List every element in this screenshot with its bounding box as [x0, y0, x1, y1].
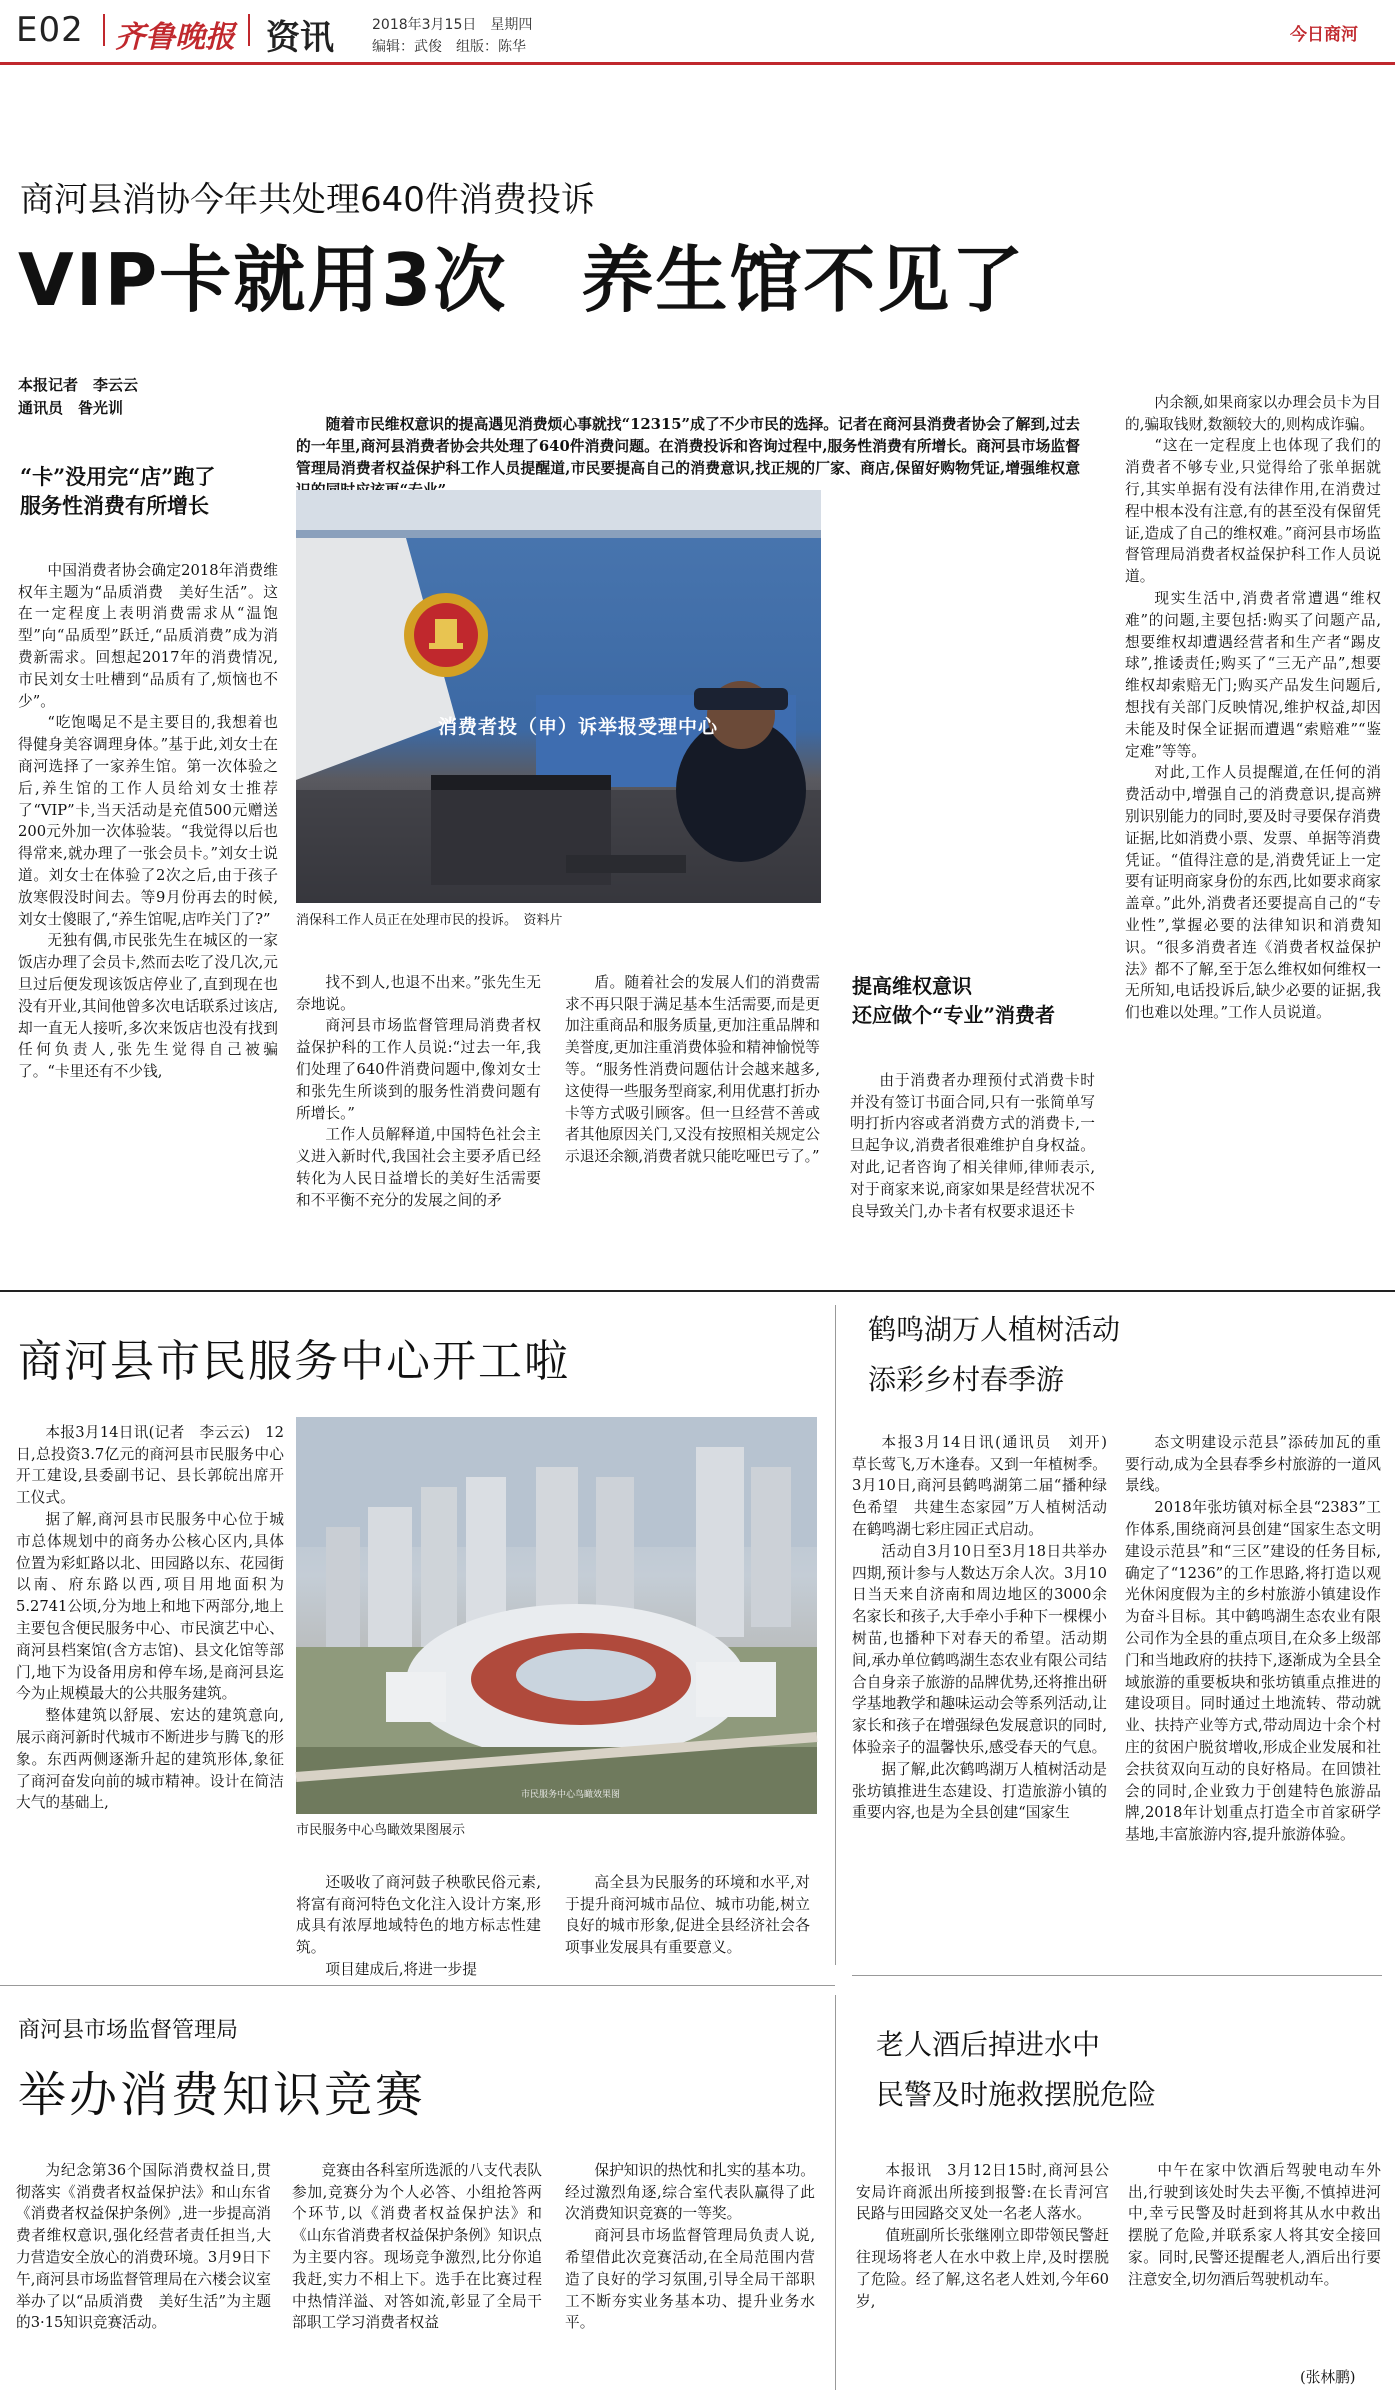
- lead-column-5: [1125, 370, 1381, 1270]
- lead-byline-reporter: 本报记者 李云云: [18, 376, 139, 394]
- contest-column-3: [565, 2138, 815, 2388]
- paragraph: 商河县市场监督管理局负责人说,希望借此次竞赛活动,在全局范围内营造了良好的学习氛围,引导全局干部职工不断夯实业务基本功、提升业务水平。: [565, 2227, 815, 2332]
- center-column-3: 高全县为民服务的环境和水平,对于提升商河城市品位、城市功能,树立良好的城市形象,促进全县经济社会各项事业发展具有重要意义。: [565, 1873, 810, 1957]
- lead-column-3: 盾。随着社会的发展人们的消费需求不再只限于满足基本生活需要,而是更加注重商品和服务质量,更加注重品牌和美誉度,更加注重消费体验和精神愉悦等等。“服务性消费问题估计会越来越多,这使得一些服务型商家,利用优惠打折办卡等方式吸引顾客。但一旦经营不善或者其他原因关门,又没有按照相关规定公示退还余额,消费者就只能吃哑巴亏了。”: [565, 973, 820, 1166]
- contest-kicker: 商河县市场监督管理局: [18, 2018, 239, 2043]
- elder-column-1: [856, 2138, 1109, 2388]
- lead-kicker: 商河县消协今年共处理640件消费投诉: [20, 180, 595, 220]
- paragraph: 本报3月14日讯(记者 李云云) 12日,总投资3.7亿元的商河县市民服务中心开工建设,县委副书记、县长郭皖出席开工仪式。: [16, 1423, 284, 1507]
- lead-photo-caption: 消保科工作人员正在处理市民的投诉。 资料片: [296, 913, 563, 928]
- column-divider-trees: [835, 1305, 836, 1965]
- lead-photo: [296, 490, 821, 903]
- lead-subhead-1: “卡”没用完“店”跑了 服务性消费有所增长: [20, 464, 216, 518]
- center-photo-caption: 市民服务中心鸟瞰效果图展示: [296, 1823, 466, 1838]
- center-headline: 商河县市民服务中心开工啦: [18, 1336, 570, 1387]
- paragraph: 无独有偶,市民张先生在城区的一家饭店办理了会员卡,然而去吃了没几次,元旦过后便发现该饭店停业了,直到现在也没有开业,其间他曾多次电话联系过该店,却一直无人接听,多次来饭店也没有找到任何负责人,张先生觉得自己被骗了。“卡里还有不少钱,: [18, 932, 278, 1081]
- trees-headline: 鹤鸣湖万人植树活动 添彩乡村春季游: [868, 1313, 1121, 1396]
- paragraph: 据了解,商河县市民服务中心位于城市总体规划中的商务办公核心区内,具体位置为彩虹路以北、田园路以东、花园街以南、府东路以西,项目用地面积为5.2741公顷,分为地上和地下两部分,地上主要包含便民服务中心、市民演艺中心、商河县档案馆(含方志馆)、县文化馆等部门,地下为设备用房和停车场,是商河县迄今为止规模最大的公共服务建筑。: [16, 1510, 284, 1703]
- center-photo-label: 市民服务中心鸟瞰效果图: [521, 1790, 621, 1800]
- paragraph: 项目建成后,将进一步提: [325, 1960, 477, 1978]
- paragraph: 中国消费者协会确定2018年消费维权年主题为“品质消费 美好生活”。这在一定程度上表明消费需求从“温饱型”向“品质型”跃迁,“品质消费”成为消费新需求。回想起2017年的消费情况,市民刘女士吐槽到“品质有了,烦恼也不少”。: [18, 561, 278, 710]
- trees-column-2: [1125, 1410, 1381, 1970]
- paragraph: 对此,工作人员提醒道,在任何的消费活动中,增强自己的消费意识,提高辨别识别能力的同时,要及时寻要保存消费证据,比如消费小票、发票、单据等消费凭证。“值得注意的是,消费凭证上一定要有证明商家身份的东西,比如要求商家盖章。”此外,消费者还要提高自己的“专业性”,掌握必要的法律知识和消费知识。“很多消费者连《消费者权益保护法》都不了解,至于怎么维权如何维权一无所知,电话投诉后,缺少必要的证据,我们也难以处理。”工作人员说道。: [1125, 764, 1381, 1022]
- staff-credit: 编辑：武俊 组版：陈华: [372, 39, 526, 55]
- paragraph: 2018年张坊镇对标全县“2383”工作体系,围绕商河县创建“国家生态文明建设示范县”和“三区”建设的任务目标,确定了“1236”的工作思路,将打造以观光休闲度假为主的乡村旅游小镇建设作为奋斗目标。其中鹤鸣湖生态农业有限公司作为全县的重点项目,在众多上级部门和当地政府的扶持下,逐渐成为全县全域旅游的重要板块和张坊镇重点推进的建设项目。同时通过土地流转、带动就业、扶持产业等方式,带动周边十余个村庄的贫困户脱贫增收,形成企业发展和社会扶贫双向互动的良好格局。在回馈社会的同时,企业致力于创建特色旅游品牌,2018年计划重点打造全市首家研学基地,丰富旅游内容,提升旅游体验。: [1125, 1499, 1381, 1844]
- contest-column-1: 为纪念第36个国际消费权益日,贯彻落实《消费者权益保护法》和山东省《消费者权益保护条例》,进一步提高消费者维权意识,强化经营者责任担当,大力营造安全放心的消费环境。3月9日下午,商河县市场监督管理局在六楼会议室举办了以“品质消费 美好生活”为主题的3·15知识竞赛活动。: [16, 2161, 271, 2332]
- center-column-1: [16, 1400, 284, 1970]
- masthead: [0, 0, 1395, 62]
- paragraph: 现实生活中,消费者常遭遇“维权难”的问题,主要包括:购买了问题产品,想要维权却遭遇经营者和生产者“踢皮球”,推诿责任;购买了“三无产品”,想要维权却索赔无门;购买产品发生问题后,想找有关部门反映情况,维护权益,却因未能及时保全证据而遭遇“索赔难”“鉴定难”等等。: [1125, 589, 1381, 760]
- paragraph: 据了解,此次鹤鸣湖万人植树活动是张坊镇推进生态建设、打造旅游小镇的重要内容,也是为全县创建“国家生: [852, 1760, 1107, 1822]
- lead-column-4: 由于消费者办理预付式消费卡时并没有签订书面合同,只有一张简单写明打折内容或者消费方式的消费卡,一旦起争议,消费者很难维护自身权益。对此,记者咨询了相关律师,律师表示,对于商家来说,商家如果是经营状况不良导致关门,办卡者有权要求退还卡: [850, 1071, 1095, 1220]
- issue-date: 2018年3月15日 星期四: [372, 17, 533, 33]
- center-photo: [296, 1417, 817, 1814]
- paragraph: “吃饱喝足不是主要目的,我想着也得健身美容调理身体。”基于此,刘女士在商河选择了一家养生馆。第一次体验之后,养生馆的工作人员给刘女士推荐了“VIP”卡,当天活动是充值500元赠送200元外加一次体验装。“我觉得以后也得常来,就办理了一张会员卡。”刘女士说道。刘女士在体验了2次之后,由于孩子放寒假没时间去。等9月份再去的时候,刘女士傻眼了,“养生馆呢,店咋关门了?”: [18, 714, 278, 928]
- paragraph: 整体建筑以舒展、宏达的建筑意向,展示商河新时代城市不断进步与腾飞的形象。东西两侧逐渐升起的建筑形体,象征了商河奋发向前的城市精神。设计在简洁大气的基础上,: [16, 1707, 284, 1812]
- section-name: 资讯: [266, 18, 334, 58]
- paragraph: 工作人员解释道,中国特色社会主义进入新时代,我国社会主要矛盾已经转化为人民日益增长的美好生活需要和不平衡不充分的发展之间的矛: [296, 1126, 541, 1209]
- complaint-center-sign: 消费者投（申）诉举报受理中心: [438, 716, 719, 738]
- lead-headline: VIP卡就用3次 养生馆不见了: [18, 238, 1026, 322]
- section-divider-1: [0, 1290, 1395, 1292]
- paragraph: 保护知识的热忱和扎实的基本功。经过激烈角逐,综合室代表队赢得了此次消费知识竞赛的一等奖。: [565, 2161, 815, 2223]
- contest-headline: 举办消费知识竞赛: [18, 2067, 427, 2123]
- paragraph: 内余额,如果商家以办理会员卡为目的,骗取钱财,数额较大的,则构成诈骗。: [1125, 393, 1381, 433]
- section-divider-2: [0, 1985, 835, 1986]
- elder-column-2: 中午在家中饮酒后驾驶电动车外出,行驶到该处时失去平衡,不慎掉进河中,幸亏民警及时赶到将其从水中救出摆脱了危险,并联系家人将其安全接回家。同时,民警还提醒老人,酒后出行要注意安全,切勿酒后驾驶机动车。: [1128, 2161, 1381, 2288]
- lead-subhead-2: 提高维权意识 还应做个“专业”消费者: [852, 974, 1056, 1027]
- corner-label: 今日商河: [1290, 25, 1358, 45]
- paragraph: 还吸收了商河鼓子秧歌民俗元素,将富有商河特色文化注入设计方案,形成具有浓厚地域特色的地方标志性建筑。: [296, 1873, 541, 1957]
- paragraph: 本报3月14日讯(通讯员 刘开) 草长莺飞,万木逢春。又到一年植树季。3月10日,商河县鹤鸣湖第二届“播种绿色希望 共建生态家园”万人植树活动在鹤鸣湖七彩庄园正式启动。: [852, 1433, 1122, 1538]
- lead-intro: 随着市民维权意识的提高遇见消费烦心事就找“12315”成了不少市民的选择。记者在商河县消费者协会了解到,过去的一年里,商河县消费者协会共处理了640件消费问题。在消费投诉和咨询过程中,服务性消费有所增长。商河县市场监督管理局消费者权益保护科工作人员提醒道,市民要提高自己的消费意识,找正规的厂家、商店,保留好购物凭证,增强维权意: [296, 416, 1080, 477]
- paragraph: 态文明建设示范县”添砖加瓦的重要行动,成为全县春季乡村旅游的一道风景线。: [1125, 1433, 1381, 1495]
- paper-name: 齐鲁晚报: [115, 20, 235, 55]
- center-column-2: [296, 1850, 541, 1980]
- masthead-rule: [0, 62, 1395, 65]
- paragraph: 活动自3月10日至3月18日共举办四期,预计参与人数达万余人次。3月10日当天来自济南和周边地区的3000余名家长和孩子,大手牵小手种下一棵棵小树苗,也播种下对春天的希望。活动期间,承办单位鹤鸣湖生态农业有限公司结合自身亲子旅游的品牌优势,还将推出研学基地教学和趣味运动会等系列活动,让家长和孩子在增强绿色发展意识的同时,体验亲子的温馨快乐,感受春天的气息。: [852, 1542, 1107, 1756]
- lead-byline-correspondent: 通讯员 昝光训: [18, 399, 124, 417]
- paragraph: 找不到人,也退不出来。”张先生无奈地说。: [296, 973, 541, 1013]
- column-divider-elder: [835, 1995, 836, 2390]
- paragraph: 本报讯 3月12日15时,商河县公安局许商派出所接到报警:在长青河宫民路与田园路交叉处一名老人落水。: [856, 2161, 1109, 2223]
- paragraph: 商河县市场监督管理局消费者权益保护科的工作人员说:“过去一年,我们处理了640件消费问题中,像刘女士和张先生所谈到的服务性消费问题有所增长。”: [296, 1017, 541, 1122]
- paragraph: 值班副所长张继刚立即带领民警赶往现场将老人在水中救上岸,及时摆脱了危险。经了解,这名老人姓刘,今年60岁,: [856, 2227, 1109, 2310]
- section-divider-3: [852, 1975, 1382, 1976]
- paragraph: “这在一定程度上也体现了我们的消费者不够专业,只觉得给了张单据就行,其实单据有没有法律作用,在消费过程中根本没有注意,有的甚至没有保留凭证,造成了自己的维权难。”商河县市场监督管理局消费者权益保护科工作人员说道。: [1125, 437, 1381, 586]
- elder-headline: 老人酒后掉进水中 民警及时施救摆脱危险: [876, 2028, 1157, 2111]
- elder-author: (张林鹏): [1300, 2369, 1356, 2386]
- lead-column-2: [296, 950, 541, 1280]
- contest-column-2: 竞赛由各科室所选派的八支代表队参加,竞赛分为个人必答、小组抢答两个环节,以《消费者权益保护法》和《山东省消费者权益保护条例》知识点为主要内容。现场竞争激烈,比分你追我赶,实力不相上下。选手在比赛过程中热情洋溢、对答如流,彰显了全局干部职工学习消费者权益: [292, 2161, 542, 2332]
- page-number: E02: [16, 10, 84, 50]
- trees-column-1: [852, 1410, 1122, 1970]
